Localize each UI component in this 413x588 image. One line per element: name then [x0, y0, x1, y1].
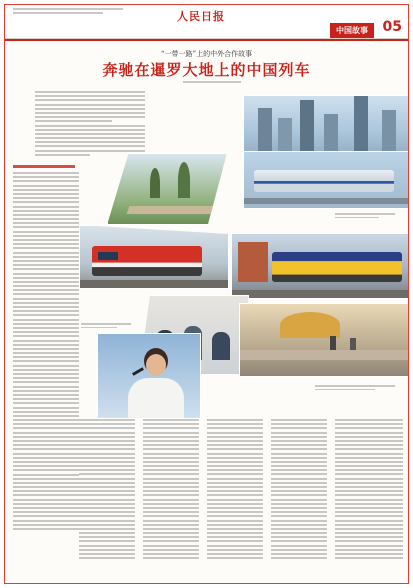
kicker: “一带一路”上的中外合作故事: [160, 50, 253, 58]
byline: [183, 81, 241, 85]
photo-red-locomotive: [79, 225, 229, 289]
caption-speaker: [81, 323, 141, 330]
caption-skytrain: [335, 213, 405, 220]
section-tag: 中国故事: [330, 23, 374, 38]
newspaper-page: [4, 4, 409, 584]
photo-yellow-train: [231, 233, 409, 299]
photo-skytrain: [243, 151, 409, 209]
photo-speaker: [97, 333, 201, 419]
caption-station: [315, 385, 405, 392]
body-columns: [79, 419, 409, 579]
headline: 奔驰在暹罗大地上的中国列车: [102, 61, 311, 79]
issue-info: [13, 8, 133, 16]
masthead-rule: [5, 39, 408, 41]
paper-name: 人民日报: [177, 10, 225, 23]
page-number: 05: [382, 19, 402, 35]
photo-railway-station: [239, 303, 409, 377]
masthead: [5, 5, 408, 39]
left-column: [13, 165, 79, 575]
photo-railway-construction: [107, 153, 227, 225]
